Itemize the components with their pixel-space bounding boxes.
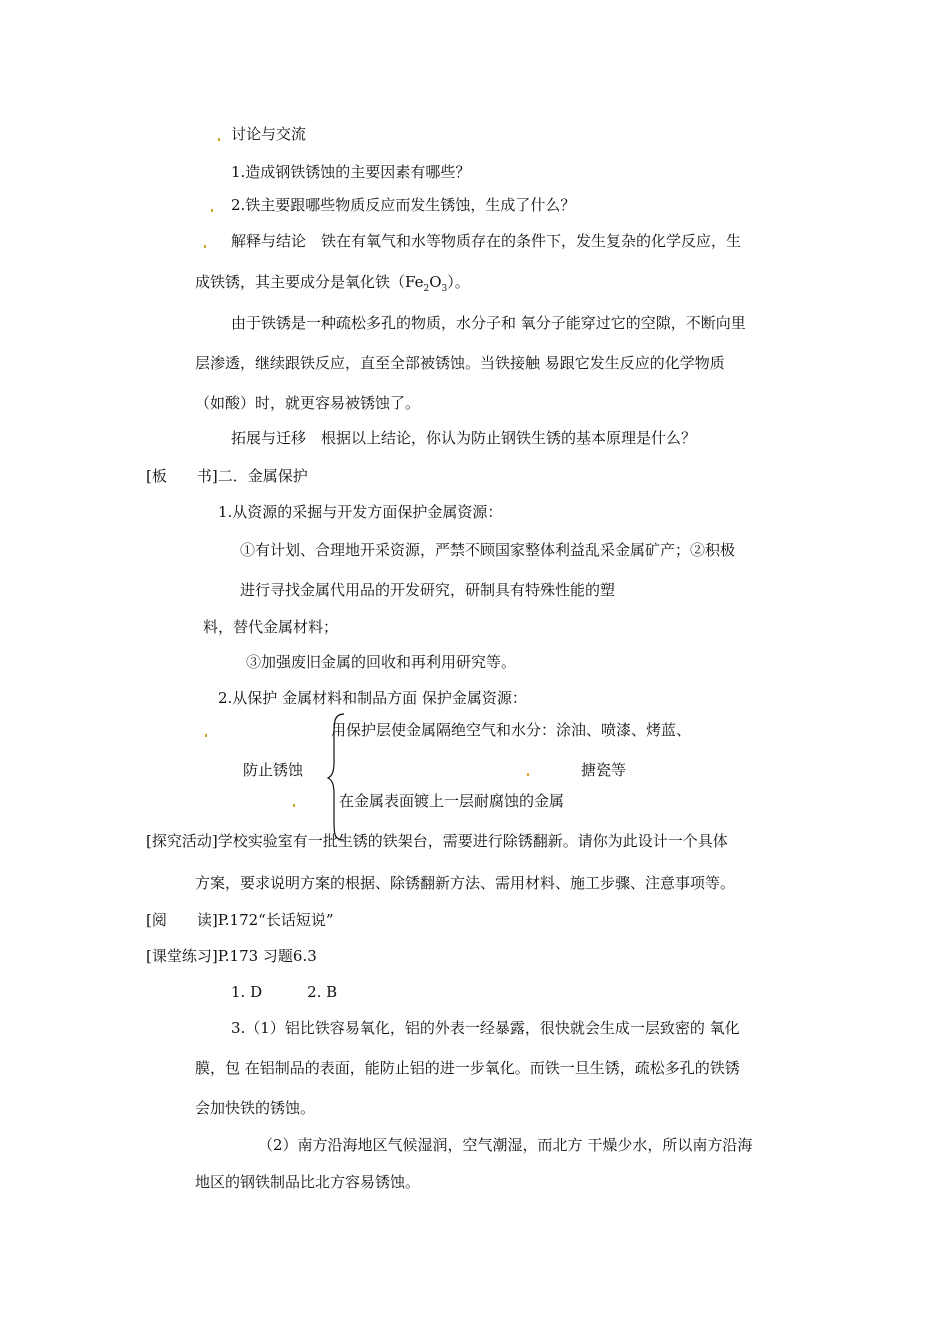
branch-1-line-2: 搪瓷等 — [581, 761, 627, 779]
scan-mark — [293, 804, 295, 807]
explain-line-1: 解释与结论 铁在有氧气和水等物质存在的条件下，发生复杂的化学反应，生 — [231, 232, 742, 250]
formula-subscript-2: 2 — [423, 284, 430, 294]
exercise-a3-line-3: 会加快铁的锈蚀。 — [195, 1099, 316, 1117]
extend-line: 拓展与迁移 根据以上结论，你认为防止钢铁生锈的基本原理是什么？ — [231, 429, 697, 447]
discussion-question-1: 1.造成钢铁锈蚀的主要因素有哪些？ — [231, 163, 471, 181]
scan-mark — [211, 209, 213, 212]
board-item-1: 1.从资源的采掘与开发方面保护金属资源： — [218, 503, 503, 521]
board-item-1a-line-3: 料，替代金属材料； — [203, 618, 339, 636]
exercise-answers: 1. D 2. B — [231, 983, 338, 1001]
scan-mark — [527, 773, 529, 776]
activity-line-1: [探究活动]学校实验室有一批生锈的铁架台，需要进行除锈翻新。请你为此设计一个具体 — [146, 832, 728, 850]
board-item-2: 2.从保护 金属材料和制品方面 保护金属资源： — [218, 689, 527, 707]
explain-line-2-suffix: ）。 — [447, 273, 470, 291]
board-item-1a-line-2: 进行寻找金属代用品的开发研究，研制具有特殊性能的塑 — [240, 581, 616, 599]
explain-p2-line-2: 层渗透，继续跟铁反应，直至全部被锈蚀。当铁接触 易跟它发生反应的化学物质 — [195, 354, 725, 372]
branch-1-line-1: 用保护层使金属隔绝空气和水分：涂油、喷漆、烤蓝、 — [331, 721, 692, 739]
scan-mark — [218, 138, 220, 141]
explain-line-2-prefix: 成铁锈，其主要成分是氧化铁（Fe — [195, 273, 424, 291]
board-label: [板 书]二．金属保护 — [146, 467, 308, 485]
exercise-label: [课堂练习]P.173 习题6.3 — [146, 947, 317, 965]
explain-line-2 — [195, 272, 470, 299]
explain-p2-line-1: 由于铁锈是一种疏松多孔的物质，水分子和 氧分子能穿过它的空隙，不断向里 — [231, 314, 746, 332]
scan-mark — [204, 245, 206, 248]
exercise-a3-line-1: 3.（1）铝比铁容易氧化，铝的外表一经暴露，很快就会生成一层致密的 氧化 — [231, 1019, 740, 1037]
discussion-question-2: 2.铁主要跟哪些物质反应而发生锈蚀，生成了什么？ — [231, 196, 576, 214]
formula-subscript-3: 3 — [441, 284, 448, 294]
activity-line-2: 方案，要求说明方案的根据、除锈翻新方法、需用材料、施工步骤、注意事项等。 — [195, 874, 736, 892]
board-item-1b: ③加强废旧金属的回收和再利用研究等。 — [246, 653, 517, 671]
exercise-a3b-line-1: （2）南方沿海地区气候湿润，空气潮湿，而北方 干燥少水，所以南方沿海 — [258, 1136, 753, 1154]
exercise-a3-line-2: 膜，包 在铝制品的表面，能防止铝的进一步氧化。而铁一旦生锈，疏松多孔的铁锈 — [195, 1059, 740, 1077]
reading-line: [阅 读]P.172“长话短说” — [146, 911, 334, 929]
rust-prevention-label: 防止锈蚀 — [243, 761, 304, 779]
explain-p2-line-3: （如酸）时，就更容易被锈蚀了。 — [195, 394, 421, 412]
board-item-1a-line-1: ①有计划、合理地开采资源，严禁不顾国家整体利益乱采金属矿产；②积极 — [240, 541, 736, 559]
branch-2: 在金属表面镀上一层耐腐蚀的金属 — [339, 792, 565, 810]
scan-mark — [205, 734, 207, 737]
exercise-a3b-line-2: 地区的钢铁制品比北方容易锈蚀。 — [195, 1173, 421, 1191]
discussion-heading: 讨论与交流 — [231, 125, 307, 143]
formula-oxygen: O — [429, 273, 442, 291]
